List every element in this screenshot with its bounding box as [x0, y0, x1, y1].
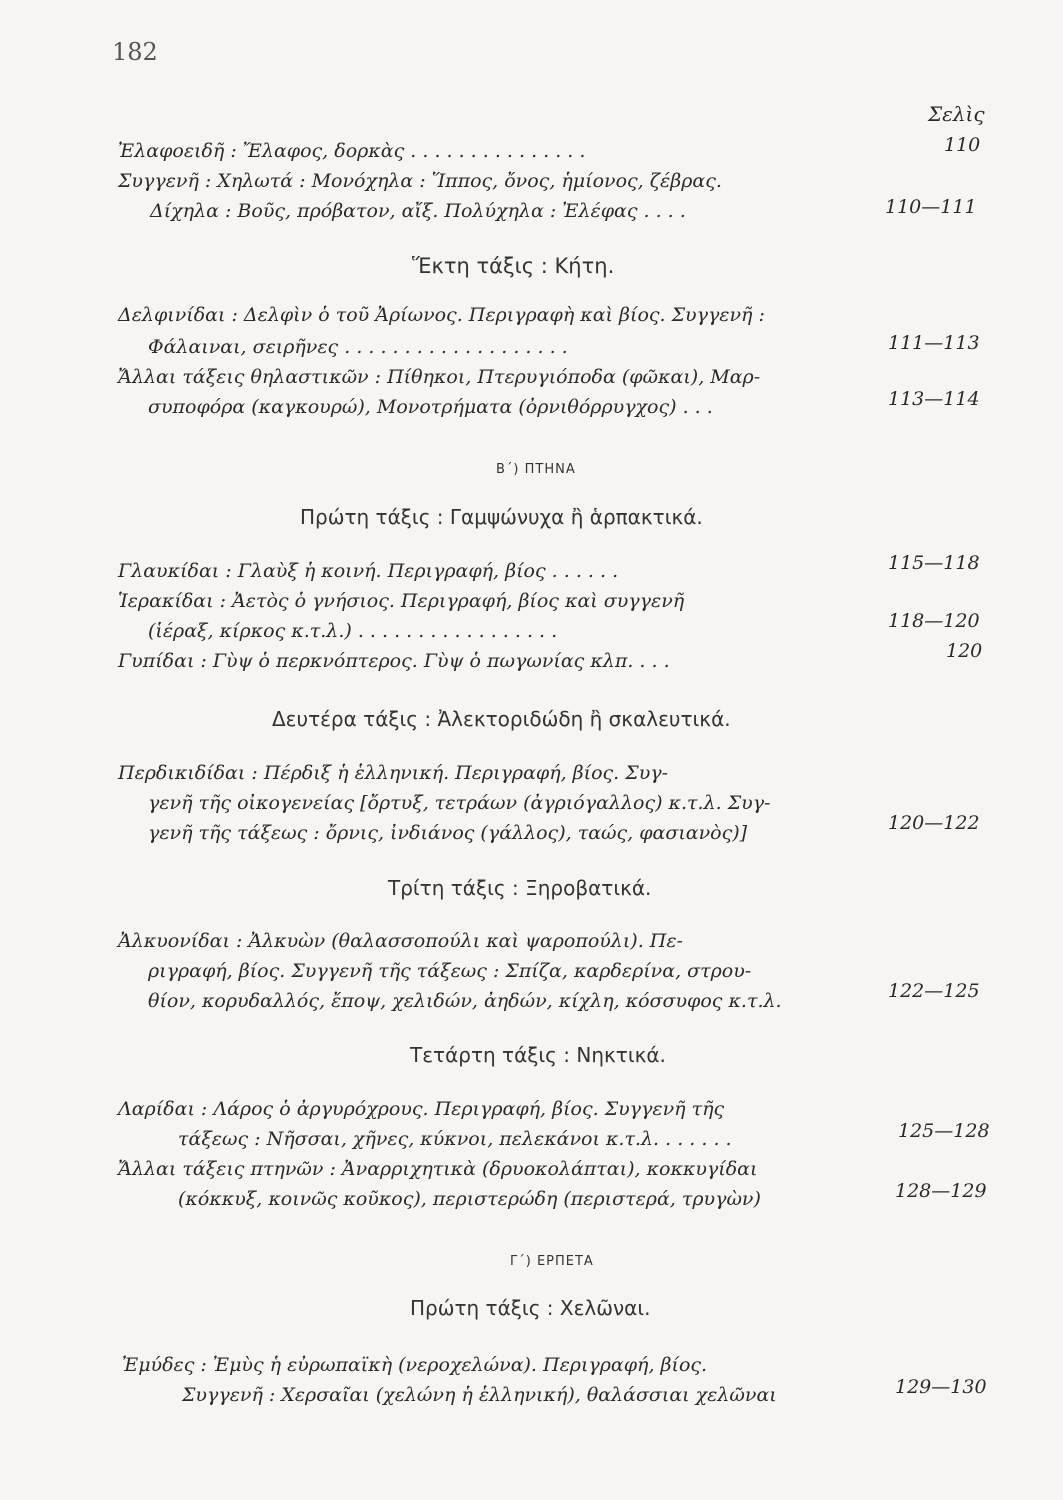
toc-entry: Συγγενῆ : Χερσαῖαι (χελώνη ἡ ἑλληνική), θαλάσσιαι χελῶναι [182, 1384, 777, 1406]
toc-entry: Γυπίδαι : Γὺψ ὁ περκνόπτερος. Γὺψ ὁ πωγωνίας κλπ. . . . [118, 650, 670, 672]
toc-entry: (κόκκυξ, κοινῶς κοῦκος), περιστερώδη (περιστερά, τρυγὼν) [178, 1188, 761, 1210]
toc-entry: Ἐλαφοειδῆ : Ἔλαφος, δορκὰς . . . . . . . . . . . . . . . [118, 140, 586, 162]
page-range: 118—120 [888, 610, 980, 632]
page-range: 128—129 [895, 1180, 987, 1202]
toc-entry: Ἱερακίδαι : Ἀετὸς ὁ γνήσιος. Περιγραφή, βίος καὶ συγγενῆ [118, 590, 685, 612]
toc-entry: Ἐμύδες : Ἐμὺς ἡ εὐρωπαϊκὴ (νεροχελώνα). Περιγραφή, βίος. [122, 1354, 708, 1376]
toc-entry: (ἱέραξ, κίρκος κ.τ.λ.) . . . . . . . . . . . . . . . . . [148, 620, 558, 642]
column-header: Σελὶς [928, 102, 985, 126]
toc-entry: Φάλαιναι, σειρῆνες . . . . . . . . . . . . . . . . . . . [148, 336, 568, 358]
heading-birds-order2: Δευτέρα τάξις : Ἀλεκτοριδώδη ἢ σκαλευτικά. [272, 707, 731, 731]
section-reptiles: Γ΄) ΕΡΠΕΤΑ [510, 1254, 594, 1269]
toc-entry: Συγγενῆ : Χηλωτά : Μονόχηλα : Ἵππος, ὄνος, ἡμίονος, ζέβρας. [118, 170, 722, 192]
toc-entry: Λαρίδαι : Λάρος ὁ ἀργυρόχρους. Περιγραφή, βίος. Συγγενῆ τῆς [118, 1098, 725, 1120]
page-range: 122—125 [888, 980, 980, 1002]
toc-entry: Δελφινίδαι : Δελφὶν ὁ τοῦ Ἀρίωνος. Περιγραφὴ καὶ βίος. Συγγενῆ : [118, 304, 765, 326]
heading-birds-order4: Τετάρτη τάξις : Νηκτικά. [410, 1043, 666, 1067]
toc-entry: Ἀλκυονίδαι : Ἀλκυὼν (θαλασσοπούλι καὶ ψαροπούλι). Πε- [118, 930, 683, 952]
toc-entry: Γλαυκίδαι : Γλαὺξ ἡ κοινή. Περιγραφή, βίος . . . . . . [118, 560, 619, 582]
toc-entry: συποφόρα (καγκουρώ), Μονοτρήματα (ὀρνιθόρρυγχος) . . . [148, 396, 713, 418]
page-range: 129—130 [895, 1376, 987, 1398]
page-range: 120 [946, 640, 983, 662]
page-range: 113—114 [888, 388, 980, 410]
toc-entry: Περδικιδίδαι : Πέρδιξ ἡ ἑλληνική. Περιγραφή, βίος. Συγ- [118, 762, 669, 784]
section-birds: Β΄) ΠΤΗΝΑ [496, 462, 576, 477]
heading-reptiles-order1: Πρώτη τάξις : Χελῶναι. [410, 1296, 651, 1320]
page-range: 115—118 [888, 552, 980, 574]
page-range: 120—122 [888, 812, 980, 834]
page-number: 182 [112, 38, 158, 66]
toc-entry: γενῆ τῆς οἰκογενείας [ὄρτυξ, τετράων (ἀγριόγαλλος) κ.τ.λ. Συγ- [148, 792, 771, 814]
page-range: 110—111 [885, 196, 977, 218]
heading-birds-order1: Πρώτη τάξις : Γαμψώνυχα ἢ ἁρπακτικά. [300, 505, 703, 529]
page-range: 110 [944, 134, 981, 156]
toc-entry: γενῆ τῆς τάξεως : ὄρνις, ἰνδιάνος (γάλλος), ταώς, φασιανὸς)] [148, 822, 748, 844]
toc-entry: θίον, κορυδαλλός, ἔποψ, χελιδών, ἀηδών, κίχλη, κόσσυφος κ.τ.λ. [148, 990, 782, 1012]
toc-entry: τάξεως : Νῆσσαι, χῆνες, κύκνοι, πελεκάνοι κ.τ.λ. . . . . . . [178, 1128, 732, 1150]
toc-entry: Ἄλλαι τάξεις πτηνῶν : Ἀναρριχητικὰ (δρυοκολάπται), κοκκυγίδαι [118, 1158, 758, 1180]
toc-entry: Ἄλλαι τάξεις θηλαστικῶν : Πίθηκοι, Πτερυγιόποδα (φῶκαι), Μαρ- [118, 366, 761, 388]
toc-entry: ριγραφή, βίος. Συγγενῆ τῆς τάξεως : Σπίζα, καρδερίνα, στρου- [148, 960, 752, 982]
page-range: 111—113 [888, 332, 980, 354]
heading-birds-order3: Τρίτη τάξις : Ξηροβατικά. [388, 876, 652, 900]
page-range: 125—128 [898, 1120, 990, 1142]
heading-order6: Ἕκτη τάξις : Κήτη. [412, 254, 615, 278]
toc-entry: Δίχηλα : Βοῦς, πρόβατον, αἴξ. Πολύχηλα : Ἐλέφας . . . . [150, 200, 686, 222]
